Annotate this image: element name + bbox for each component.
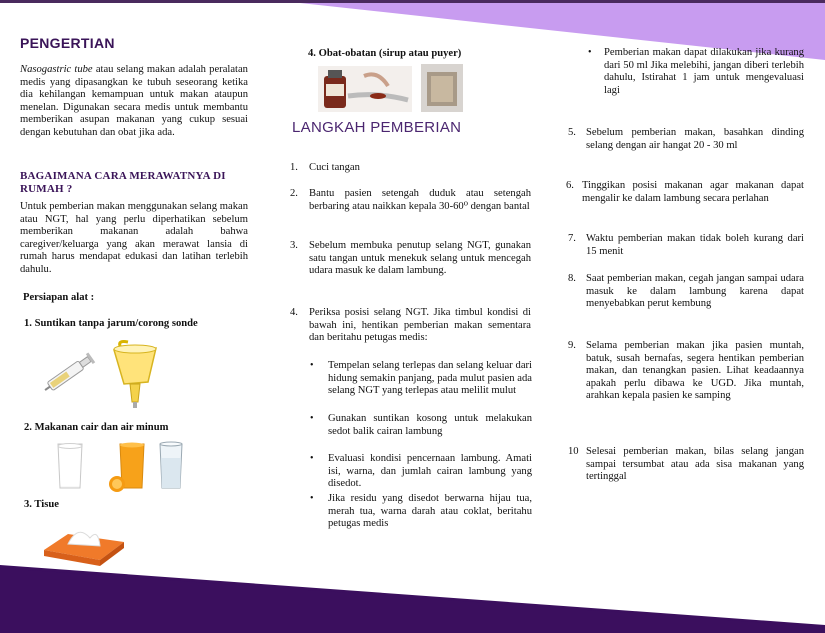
step-number: 4. [290,307,298,318]
bullet-text: Pemberian makan dapat dilakukan jika kurang dari 50 ml Jika melebihi, jangan diberi terlebih dahulu, Istirahat 1 jam untuk mengevaluasi lagi [604,47,804,96]
syrup-image [318,66,412,112]
tool-item-syringe: 1. Suntikan tanpa jarum/corong sonde [24,318,198,329]
step-text: Tinggikan posisi makanan agar makanan dapat mengalir ke dalam lambung secara perlahan [582,180,804,204]
step-number: 3. [290,240,298,251]
tools-heading: Persiapan alat : [23,292,95,303]
step-text: Sebelum pemberian makan, basahkan dinding selang dengan air hangat 20 - 30 ml [586,127,804,151]
tool-item-tissue: 3. Tisue [24,499,59,510]
feeding-funnel-image [106,338,164,410]
bullet-dot: • [310,453,314,464]
powder-medicine-image [421,64,463,112]
step-text: Periksa posisi selang NGT. Jika timbul kondisi di bawah ini, hentikan pemberian makan sementara dan beritahu petugas medis: [309,307,531,344]
section-title-pengertian: PENGERTIAN [20,35,115,51]
steps-heading: LANGKAH PEMBERIAN [292,119,462,136]
syringe-image [38,350,98,398]
definition-text: atau selang makan adalah peralatan medis yang dipasangkan ke tubuh seseorang ketika dia kehilangan kemampuan untuk makan ataupun menelan. Digunakan secara medis untuk membantu memberikan asupan makanan yang cukup sesuai dengan kebutuhan dan obat jika ada. [20,64,248,138]
care-heading: BAGAIMANA CARA MERAWATNYA DI RUMAH ? [20,170,226,195]
bullet-dot: • [310,413,314,424]
step-text: Waktu pemberian makan tidak boleh kurang dari 15 menit [586,233,804,257]
step-number: 10 [568,446,579,457]
step-number: 6. [566,180,574,191]
bullet-text: Gunakan suntikan kosong untuk melakukan sedot balik cairan lambung [328,413,532,437]
step-text: Selama pemberian makan jika pasien muntah, batuk, susah bernafas, segera hentikan pemberian makan, dan tenangkan pasien. Lihat keadaannya apakah perlu dibawa ke UGD. Jika muntah, arahkan kepala pasien ke samping [586,340,804,402]
step-text: Cuci tangan [309,162,360,173]
step-text: Sebelum membuka penutup selang NGT, gunakan satu tangan untuk menekuk selang untuk mencegah udara masuk ke dalam lambung. [309,240,531,277]
step-number: 8. [568,273,576,284]
water-glass-image [156,440,186,492]
tissue-image [38,520,128,570]
step-text: Bantu pasien setengah duduk atau setengah berbaring atau naikkan kepala 30-60⁰ dengan bantal [309,188,531,212]
step-number: 1. [290,162,298,173]
tool-item-food: 2. Makanan cair dan air minum [24,422,169,433]
bullet-dot: • [588,47,592,58]
step-text: Selesai pemberian makan, bilas selang jangan sampai tersumbat atau ada sisa makanan yang tertinggal [586,446,804,483]
care-paragraph: Untuk pemberian makan menggunakan selang makan atau NGT, hal yang perlu diperhatikan sebelum memberikan makanan adalah bahwa caregiver/keluarga yang akan merawat lansia di rumah harus mendapat edukasi dan latihan terlebih dahulu. [20,201,248,275]
tool-item-medicine: 4. Obat-obatan (sirup atau puyer) [308,48,462,59]
bullet-dot: • [310,493,314,504]
definition-paragraph [20,64,248,140]
definition-term: Nasogastric tube [20,64,93,75]
bullet-text: Jika residu yang disedot berwarna hijau tua, merah tua, warna darah atau coklat, beritahu petugas medis [328,493,532,530]
step-text: Saat pemberian makan, cegah jangan sampai udara masuk ke dalam lambung karena dapat menyebabkan perut kembung [586,273,804,310]
step-number: 2. [290,188,298,199]
bullet-text: Tempelan selang terlepas dan selang keluar dari hidung semakin panjang, pada mulut pasien ada selang NGT yang terlepas atau melilit mulut [328,360,532,397]
bullet-dot: • [310,360,314,371]
step-number: 5. [568,127,576,138]
step-number: 9. [568,340,576,351]
bullet-text: Evaluasi kondisi pencernaan lambung. Amati isi, warna, dan jumlah cairan lambung yang disedot. [328,453,532,490]
milk-glass-image [50,440,90,492]
orange-juice-image [106,440,152,494]
step-number: 7. [568,233,576,244]
